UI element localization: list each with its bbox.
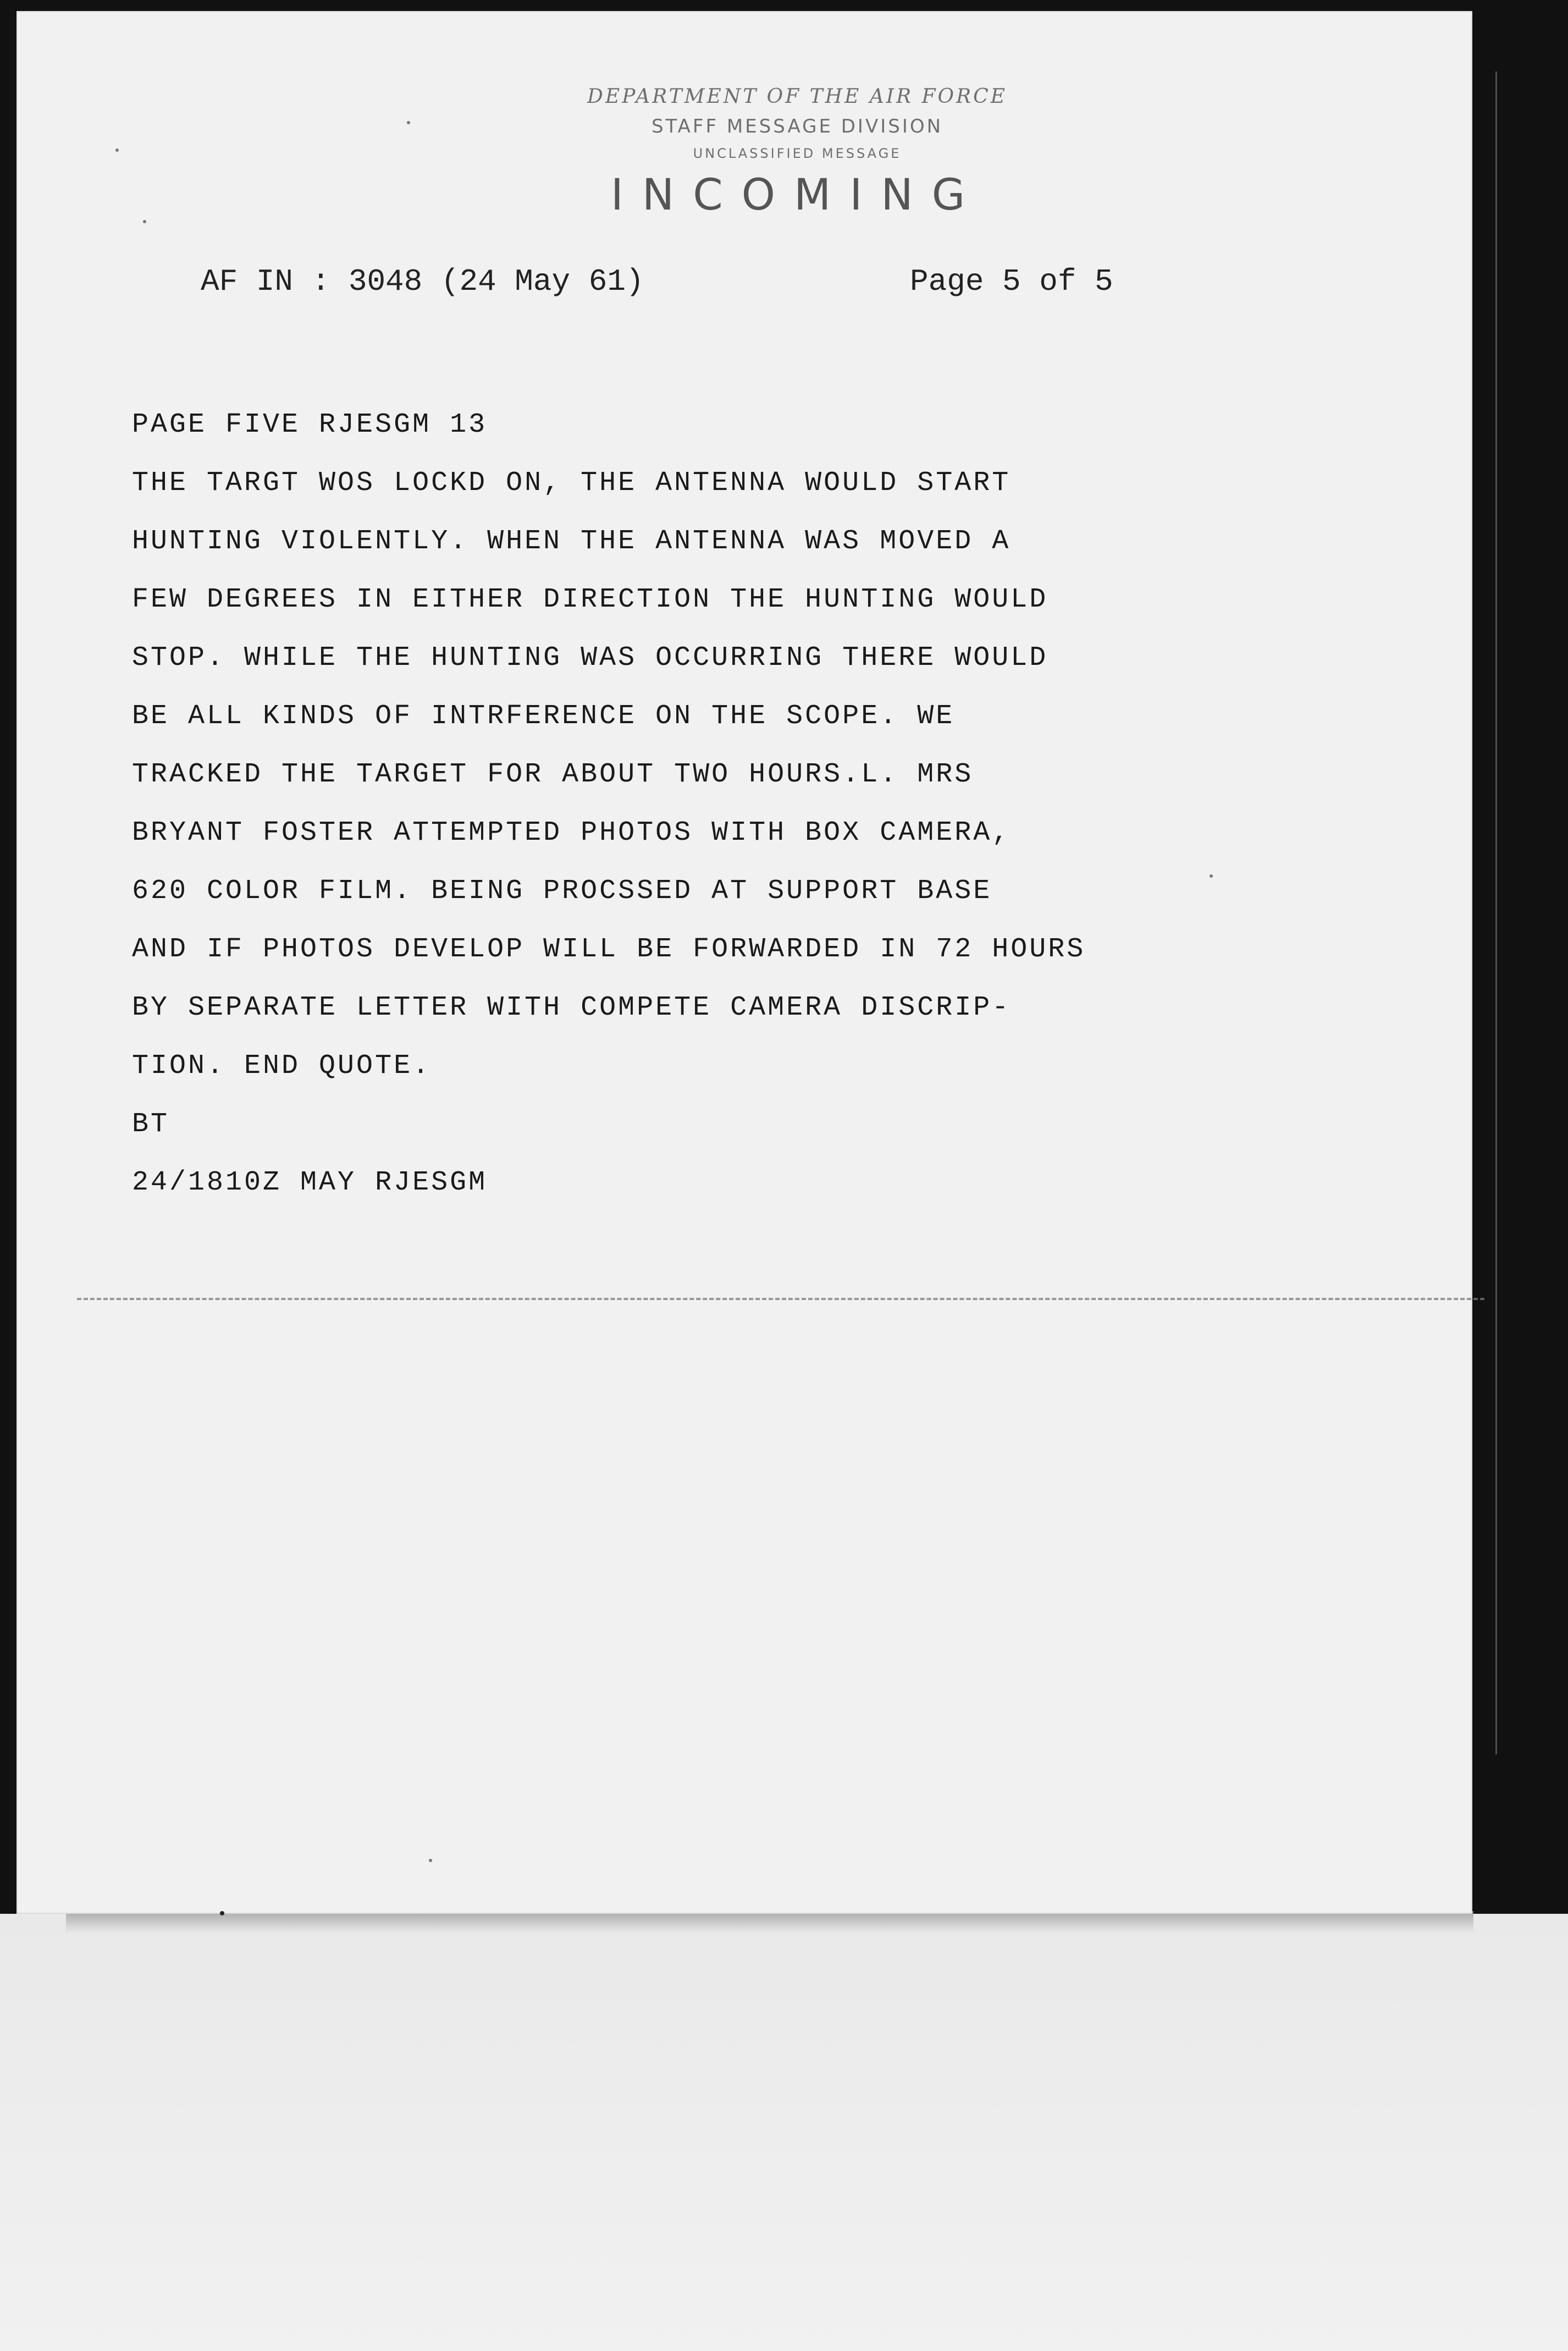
scan-speck bbox=[429, 1859, 432, 1862]
message-line: BRYANT FOSTER ATTEMPTED PHOTOS WITH BOX CAMERA, bbox=[132, 817, 1011, 849]
message-reference: AF IN : 3048 (24 May 61) bbox=[201, 264, 644, 299]
department-heading: DEPARTMENT OF THE AIR FORCE bbox=[587, 85, 1007, 108]
message-line: STOP. WHILE THE HUNTING WAS OCCURRING THERE WOULD bbox=[132, 642, 1048, 674]
message-line: HUNTING VIOLENTLY. WHEN THE ANTENNA WAS MOVED A bbox=[132, 526, 1011, 557]
message-line: BT bbox=[132, 1109, 170, 1140]
message-line: BY SEPARATE LETTER WITH COMPETE CAMERA DISCRIP- bbox=[132, 992, 1011, 1023]
scan-speck bbox=[1210, 874, 1213, 878]
message-line: TION. END QUOTE. bbox=[132, 1050, 432, 1082]
scan-speck bbox=[115, 148, 119, 152]
message-line: TRACKED THE TARGET FOR ABOUT TWO HOURS.L. MRS bbox=[132, 759, 974, 790]
page-indicator: Page 5 of 5 bbox=[910, 264, 1113, 299]
incoming-heading: INCOMING bbox=[610, 170, 984, 220]
page-margin-rule bbox=[1495, 71, 1497, 1754]
tear-line-divider bbox=[77, 1298, 1484, 1300]
scan-bed-area bbox=[0, 1914, 1568, 2351]
message-line: FEW DEGREES IN EITHER DIRECTION THE HUNTING WOULD bbox=[132, 584, 1048, 615]
message-body bbox=[132, 396, 1451, 1212]
scan-speck bbox=[220, 1911, 224, 1915]
message-line: PAGE FIVE RJESGM 13 bbox=[132, 409, 488, 441]
message-line: AND IF PHOTOS DEVELOP WILL BE FORWARDED IN 72 HOURS bbox=[132, 934, 1086, 965]
message-page bbox=[16, 11, 1472, 1914]
message-line: BE ALL KINDS OF INTRFERENCE ON THE SCOPE. WE bbox=[132, 701, 955, 732]
page-edge-shadow bbox=[66, 1911, 1473, 1933]
message-line: 24/1810Z MAY RJESGM bbox=[132, 1167, 488, 1198]
message-line: THE TARGT WOS LOCKD ON, THE ANTENNA WOULD START bbox=[132, 467, 1011, 499]
message-line: 620 COLOR FILM. BEING PROCSSED AT SUPPORT BASE bbox=[132, 876, 992, 907]
scan-speck bbox=[143, 220, 146, 223]
classification-heading: UNCLASSIFIED MESSAGE bbox=[693, 146, 902, 161]
scan-speck bbox=[407, 121, 410, 124]
division-heading: STAFF MESSAGE DIVISION bbox=[651, 115, 943, 137]
